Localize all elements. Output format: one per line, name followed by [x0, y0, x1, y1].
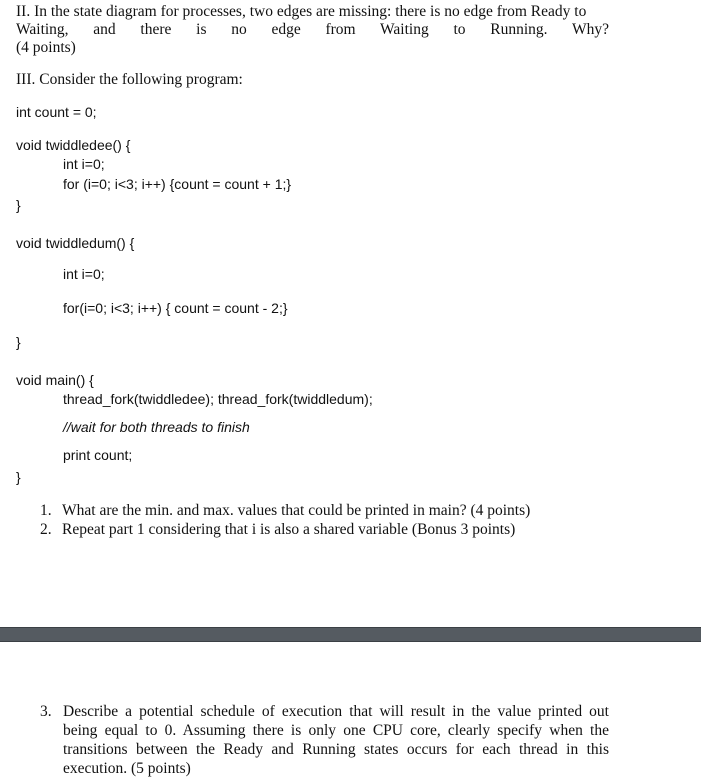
code-twiddledum-line-1: int i=0; [63, 266, 105, 282]
question-3-line-1: Describe a potential schedule of execution that will result in the value printed out [63, 703, 609, 720]
code-main-line-1: thread_fork(twiddledee); thread_fork(twiddledum); [63, 391, 373, 407]
question-3-number: 3. [40, 703, 52, 720]
code-twiddledum-line-2: for(i=0; i<3; i++) { count = count - 2;} [63, 300, 288, 316]
code-main-close: } [16, 469, 21, 485]
code-twiddledee-signature: void twiddledee() { [16, 137, 131, 153]
question-2-number: 2. [40, 521, 52, 538]
code-twiddledum-close: } [16, 334, 21, 350]
page-separator [0, 627, 701, 642]
q3-heading: III. Consider the following program: [16, 71, 243, 88]
question-3-line-3: transitions between the Ready and Running states occurs for each thread in this [63, 741, 609, 758]
code-twiddledee-line-2: for (i=0; i<3; i++) {count = count + 1;} [63, 176, 292, 192]
question-3-line-2: being equal to 0. Assuming there is only one CPU core, clearly specify when the [63, 722, 609, 739]
question-3-line-4: execution. (5 points) [63, 760, 191, 777]
q2-line-2: Waiting, and there is no edge from Waiting to Running. Why? [16, 21, 609, 38]
q2-line-1: II. In the state diagram for processes, two edges are missing: there is no edge from Ready to [16, 3, 587, 20]
code-twiddledee-line-1: int i=0; [63, 156, 105, 172]
q2-line-3: (4 points) [16, 39, 76, 56]
code-main-comment: //wait for both threads to finish [63, 419, 250, 435]
question-1-number: 1. [40, 502, 52, 519]
code-twiddledee-close: } [16, 197, 21, 213]
question-2-text: Repeat part 1 considering that i is also a shared variable (Bonus 3 points) [62, 521, 516, 538]
code-decl: int count = 0; [16, 104, 97, 120]
question-1 [40, 502, 530, 520]
code-main-line-3: print count; [63, 447, 133, 463]
question-1-text: What are the min. and max. values that could be printed in main? (4 points) [62, 502, 531, 519]
question-2 [40, 521, 515, 539]
code-main-signature: void main() { [16, 372, 94, 388]
code-twiddledum-signature: void twiddledum() { [16, 235, 135, 251]
